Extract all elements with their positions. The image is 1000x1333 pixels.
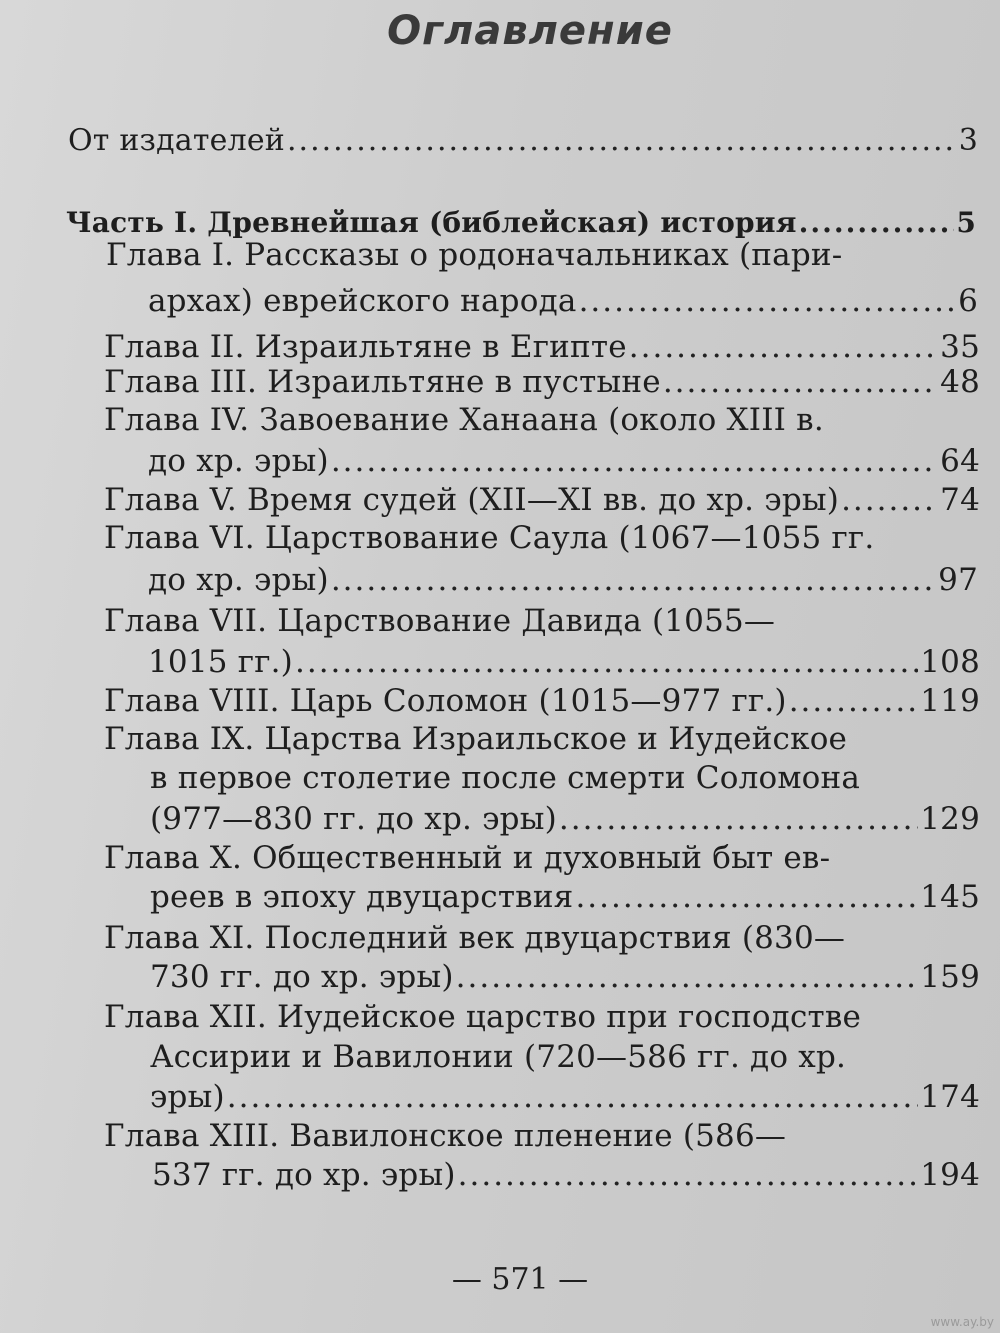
toc-entry-title: Глава VIII. Царь Соломон (1015—977 гг.) — [104, 683, 787, 719]
toc-entry-page: 5 — [956, 206, 976, 239]
leader-dots — [559, 804, 918, 835]
toc-entry-title: эры) — [150, 1079, 225, 1115]
toc-entry-publishers — [68, 123, 978, 158]
toc-chapter-8 — [104, 683, 980, 719]
toc-entry-page: 3 — [958, 123, 978, 158]
toc-entry-page: 35 — [940, 329, 980, 365]
toc-entry-title: Часть I. Древнейшая (библейская) история — [66, 206, 797, 239]
toc-chapter-13-line-1: Глава XIII. Вавилонское пленение (586— — [104, 1118, 787, 1154]
toc-entry-title: 537 гг. до хр. эры) — [152, 1157, 456, 1193]
toc-chapter-2 — [104, 329, 980, 365]
watermark: www.ay.by — [930, 1315, 994, 1329]
toc-chapter-9-line-2: в первое столетие после смерти Соломона — [150, 760, 861, 796]
toc-entry-page: 108 — [920, 644, 980, 680]
leader-dots — [799, 209, 955, 237]
toc-entry-page: 74 — [940, 482, 980, 518]
toc-chapter-12-line-2: Ассирии и Вавилонии (720—586 гг. до хр. — [150, 1039, 847, 1075]
leader-dots — [295, 647, 918, 678]
toc-entry-title: реев в эпоху двуцарствия — [150, 879, 574, 915]
toc-entry-page: 194 — [920, 1157, 980, 1193]
toc-chapter-6-line-1: Глава VI. Царствование Саула (1067—1055 гг. — [104, 520, 875, 556]
toc-chapter-10 — [150, 879, 980, 915]
toc-entry-title: (977—830 гг. до хр. эры) — [150, 801, 557, 837]
toc-entry-title: Глава II. Израильтяне в Египте — [104, 329, 627, 365]
toc-entry-title: архах) еврейского народа — [148, 283, 577, 319]
toc-chapter-6 — [148, 562, 978, 598]
leader-dots — [331, 446, 938, 477]
leader-dots — [331, 565, 936, 596]
toc-entry-page: 129 — [920, 801, 980, 837]
page-title: Оглавление — [387, 8, 673, 54]
leader-dots — [575, 882, 918, 913]
toc-chapter-11-line-1: Глава XI. Последний век двуцарствия (830— — [104, 920, 846, 956]
leader-dots — [841, 485, 938, 516]
toc-entry-part-1 — [66, 206, 976, 239]
toc-entry-page: 64 — [940, 443, 980, 479]
toc-entry-title: От издателей — [68, 123, 285, 158]
leader-dots — [579, 286, 957, 317]
toc-chapter-12-line-1: Глава XII. Иудейское царство при господстве — [104, 999, 862, 1035]
toc-entry-title: 730 гг. до хр. эры) — [150, 959, 454, 995]
toc-entry-page: 97 — [938, 562, 978, 598]
toc-entry-title: 1015 гг.) — [148, 644, 293, 680]
toc-entry-page: 174 — [920, 1079, 980, 1115]
leader-dots — [456, 962, 919, 993]
toc-chapter-4 — [148, 443, 980, 479]
toc-chapter-1 — [148, 283, 978, 319]
toc-chapter-7 — [148, 644, 980, 680]
toc-chapter-11 — [150, 959, 980, 995]
toc-chapter-12 — [150, 1079, 980, 1115]
toc-entry-page: 119 — [920, 683, 980, 719]
toc-entry-page: 145 — [920, 879, 980, 915]
toc-entry-title: до хр. эры) — [148, 443, 329, 479]
page-number: — 571 — — [451, 1262, 589, 1297]
leader-dots — [789, 686, 919, 717]
leader-dots — [287, 126, 957, 156]
toc-entry-page: 6 — [958, 283, 978, 319]
leader-dots — [458, 1160, 919, 1191]
toc-entry-title: Глава V. Время судей (XII—XI вв. до хр. эры) — [104, 482, 840, 518]
toc-chapter-7-line-1: Глава VII. Царствование Давида (1055— — [104, 603, 776, 639]
leader-dots — [663, 367, 938, 398]
toc-chapter-4-line-1: Глава IV. Завоевание Ханаана (около XIII в. — [104, 402, 824, 438]
toc-chapter-9 — [150, 801, 980, 837]
toc-chapter-5 — [104, 482, 980, 518]
toc-chapter-3 — [104, 364, 980, 400]
toc-chapter-1-line-1: Глава I. Рассказы о родоначальниках (пари- — [106, 237, 843, 273]
toc-entry-title: до хр. эры) — [148, 562, 329, 598]
toc-chapter-10-line-1: Глава X. Общественный и духовный быт ев- — [104, 840, 831, 876]
toc-entry-title: Глава III. Израильтяне в пустыне — [104, 364, 661, 400]
toc-chapter-9-line-1: Глава IX. Царства Израильское и Иудейское — [104, 721, 848, 757]
toc-chapter-13 — [152, 1157, 980, 1193]
leader-dots — [227, 1082, 918, 1113]
toc-entry-page: 159 — [920, 959, 980, 995]
leader-dots — [629, 332, 938, 363]
toc-entry-page: 48 — [940, 364, 980, 400]
